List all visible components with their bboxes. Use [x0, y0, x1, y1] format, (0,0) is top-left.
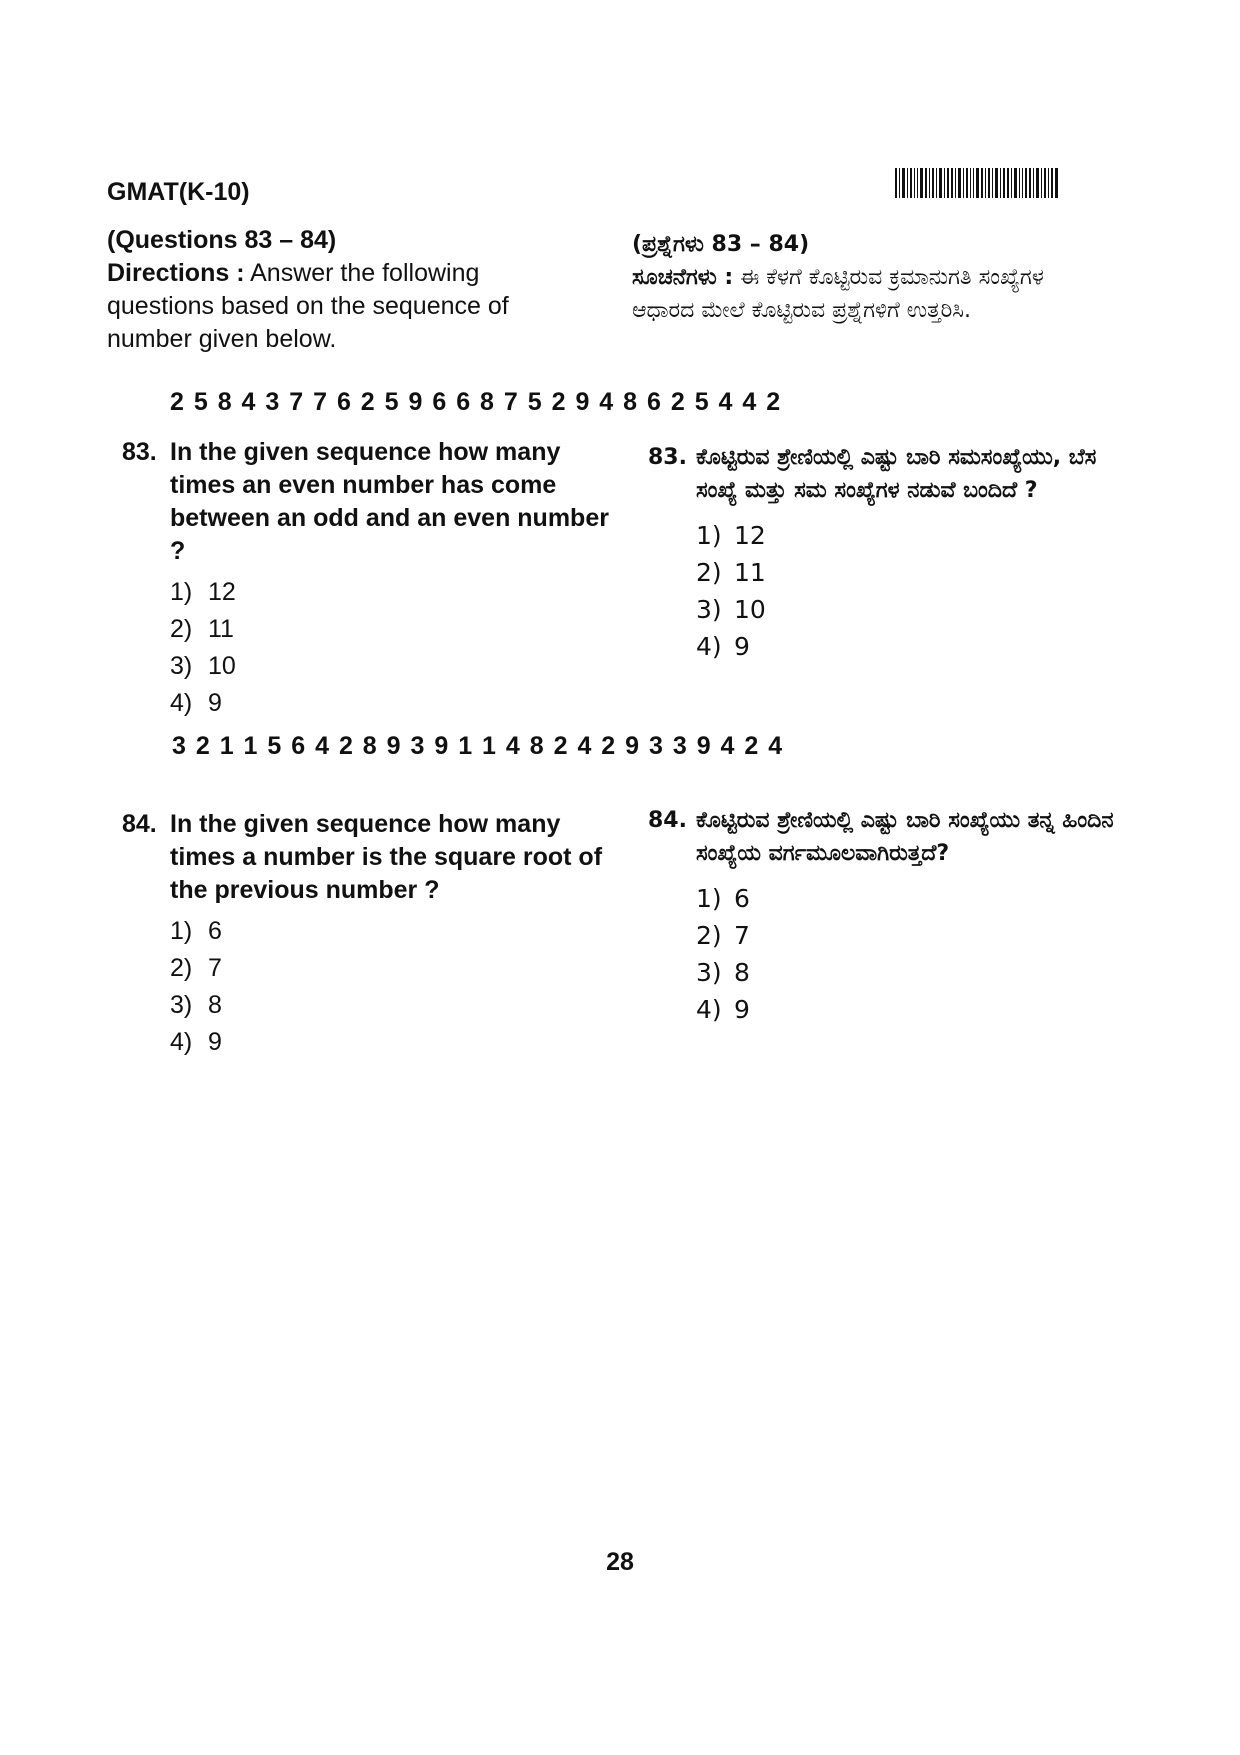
- option-2[interactable]: [696, 917, 1118, 954]
- option-3[interactable]: [696, 591, 1118, 628]
- option-label: 3): [696, 595, 722, 624]
- option-value: 10: [208, 652, 236, 680]
- option-value: 8: [734, 958, 750, 987]
- directions-paragraph: [107, 257, 587, 356]
- option-value: 9: [734, 632, 750, 661]
- question-text-kannada: ಕೊಟ್ಟಿರುವ ಶ್ರೇಣಿಯಲ್ಲಿ ಎಷ್ಟು ಬಾರಿ ಸಂಖ್ಯೆಯು ತನ್ನ ಹಿಂದಿನ ಸಂಖ್ಯೆಯ ವರ್ಗಮೂಲವಾಗಿರುತ್ತದೆ?: [696, 808, 1114, 866]
- option-value: 9: [208, 689, 222, 717]
- option-value: 9: [208, 1028, 222, 1056]
- question-number: 84.: [122, 810, 157, 838]
- option-label: 4): [696, 632, 722, 661]
- option-label: 1): [170, 917, 193, 945]
- questions-range: (Questions 83 – 84): [107, 226, 337, 254]
- option-value: 6: [734, 884, 750, 913]
- directions-label-kannada: ಸೂಚನೆಗಳು :: [632, 265, 734, 290]
- number-sequence-2: 3 2 1 1 5 6 4 2 8 9 3 9 1 1 4 8 2 4 2 9 3 3 9 4 2 4: [172, 732, 783, 760]
- option-label: 2): [696, 921, 722, 950]
- option-value: 12: [208, 578, 236, 606]
- option-1[interactable]: [170, 913, 612, 950]
- question-text-kannada: ಕೊಟ್ಟಿರುವ ಶ್ರೇಣಿಯಲ್ಲಿ ಎಷ್ಟು ಬಾರಿ ಸಮಸಂಖ್ಯೆಯು, ಬೆಸ ಸಂಖ್ಯೆ ಮತ್ತು ಸಮ ಸಂಖ್ಯೆಗಳ ನಡುವೆ ಬಂದಿದೆ ?: [696, 445, 1097, 503]
- option-value: 8: [208, 991, 222, 1019]
- question-number: 83.: [648, 445, 687, 470]
- option-label: 4): [170, 689, 193, 717]
- option-label: 1): [170, 578, 193, 606]
- exam-code: GMAT(K-10): [107, 178, 250, 206]
- option-label: 3): [170, 991, 193, 1019]
- option-4[interactable]: [696, 628, 1118, 665]
- barcode: [895, 168, 1107, 198]
- question-number: 83.: [122, 438, 157, 466]
- option-value: 10: [734, 595, 766, 624]
- directions-text: Answer the following questions based on the sequence of number given below.: [107, 259, 509, 353]
- question-84-kannada: [648, 804, 1118, 1028]
- option-value: 6: [208, 917, 222, 945]
- option-value: 7: [734, 921, 750, 950]
- question-number: 84.: [648, 808, 687, 833]
- option-label: 2): [170, 954, 193, 982]
- option-4[interactable]: [170, 1024, 612, 1061]
- option-label: 4): [696, 995, 722, 1024]
- option-label: 3): [170, 652, 193, 680]
- question-84-english: [122, 808, 612, 1061]
- option-2[interactable]: [170, 950, 612, 987]
- option-1[interactable]: [696, 880, 1118, 917]
- question-83-english: [122, 436, 612, 722]
- option-value: 12: [734, 521, 766, 550]
- directions-paragraph-kannada: [632, 261, 1112, 327]
- option-label: 3): [696, 958, 722, 987]
- option-value: 11: [734, 558, 766, 587]
- number-sequence-1: 2 5 8 4 3 7 7 6 2 5 9 6 6 8 7 5 2 9 4 8 6 2 5 4 4 2: [170, 388, 781, 416]
- questions-range-kannada: (ಪ್ರಶ್ನೆಗಳು 83 – 84): [632, 232, 810, 257]
- options-list: [696, 880, 1118, 1028]
- question-83-kannada: [648, 441, 1118, 665]
- directions-label: Directions :: [107, 259, 245, 287]
- option-3[interactable]: [170, 987, 612, 1024]
- question-text: In the given sequence how many times a number is the square root of the previous number ?: [170, 810, 603, 904]
- option-2[interactable]: [170, 611, 612, 648]
- option-label: 1): [696, 521, 722, 550]
- option-3[interactable]: [170, 648, 612, 685]
- option-1[interactable]: [696, 517, 1118, 554]
- question-text: In the given sequence how many times an even number has come between an odd and an even number ?: [170, 438, 609, 565]
- option-2[interactable]: [696, 554, 1118, 591]
- option-label: 4): [170, 1028, 193, 1056]
- option-4[interactable]: [696, 991, 1118, 1028]
- directions-english: [107, 224, 587, 356]
- option-value: 7: [208, 954, 222, 982]
- options-list: [696, 517, 1118, 665]
- options-list: [170, 574, 612, 722]
- directions-text-kannada: ಈ ಕೆಳಗೆ ಕೊಟ್ಟಿರುವ ಕ್ರಮಾನುಗತಿ ಸಂಖ್ಯೆಗಳ ಆಧಾರದ ಮೇಲೆ ಕೊಟ್ಟಿರುವ ಪ್ರಶ್ನೆಗಳಿಗೆ ಉತ್ತರಿಸಿ.: [632, 265, 1044, 323]
- option-value: 9: [734, 995, 750, 1024]
- option-value: 11: [208, 615, 234, 643]
- option-label: 2): [170, 615, 193, 643]
- page-number: 28: [606, 1548, 634, 1576]
- option-label: 2): [696, 558, 722, 587]
- options-list: [170, 913, 612, 1061]
- option-4[interactable]: [170, 685, 612, 722]
- option-3[interactable]: [696, 954, 1118, 991]
- option-label: 1): [696, 884, 722, 913]
- option-1[interactable]: [170, 574, 612, 611]
- directions-kannada: [632, 228, 1112, 327]
